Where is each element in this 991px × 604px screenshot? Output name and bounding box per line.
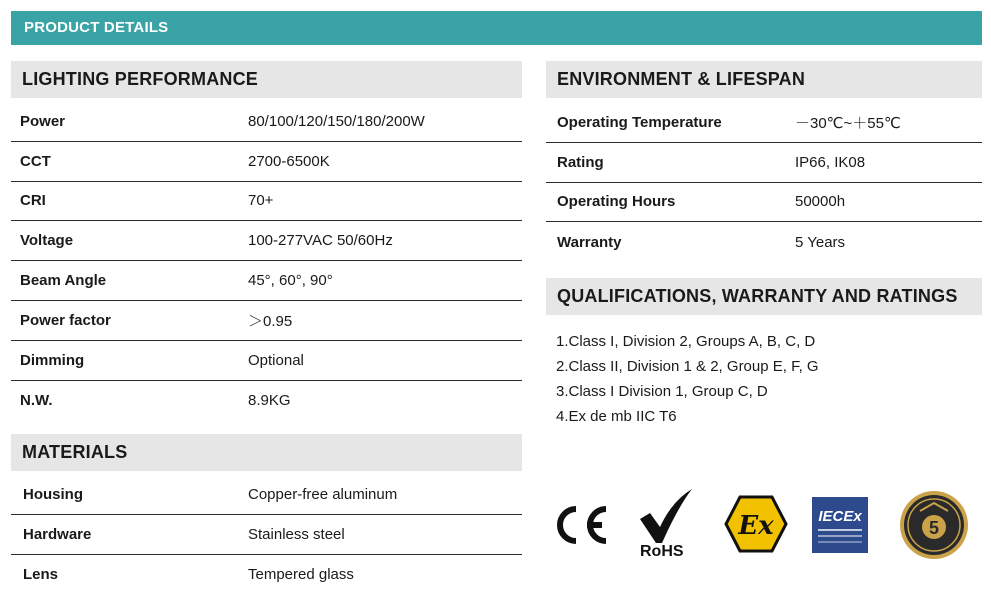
table-row bbox=[11, 142, 522, 182]
table-row bbox=[11, 475, 522, 515]
spec-value: Stainless steel bbox=[248, 526, 345, 544]
spec-value: 5 Years bbox=[795, 233, 846, 251]
table-row bbox=[11, 515, 522, 555]
table-row bbox=[11, 221, 522, 261]
table-row bbox=[546, 183, 982, 223]
spec-label: Housing bbox=[23, 486, 83, 504]
iecex-mark-text: IECEx bbox=[818, 508, 862, 525]
spec-value: 2700-6500K bbox=[248, 152, 330, 170]
spec-label: Hardware bbox=[23, 526, 92, 544]
table-row bbox=[11, 341, 522, 381]
spec-value: 70+ bbox=[248, 192, 274, 210]
table-row bbox=[11, 102, 522, 142]
qualifications-list bbox=[546, 329, 982, 429]
spec-label: CCT bbox=[20, 152, 51, 170]
materials-table bbox=[11, 475, 522, 594]
spec-value: IP66, IK08 bbox=[795, 153, 866, 171]
spec-value: ＞0.95 bbox=[248, 312, 293, 330]
certification-logos bbox=[546, 485, 982, 565]
spec-value: 8.9KG bbox=[248, 391, 291, 409]
spec-label: Rating bbox=[557, 153, 604, 171]
table-row bbox=[11, 182, 522, 222]
list-item: 3.Class I Division 1, Group C, D bbox=[556, 383, 768, 401]
spec-value: Tempered glass bbox=[248, 566, 354, 584]
spec-value: Copper-free aluminum bbox=[248, 486, 398, 504]
left-column bbox=[11, 61, 522, 595]
table-row bbox=[11, 555, 522, 595]
ce-mark-icon bbox=[550, 503, 610, 552]
table-row bbox=[11, 381, 522, 421]
spec-value: Optional bbox=[248, 351, 304, 369]
spec-label: CRI bbox=[20, 192, 46, 210]
list-item: 2.Class II, Division 1 & 2, Group E, F, G bbox=[556, 358, 819, 376]
spec-value: 100-277VAC 50/60Hz bbox=[248, 232, 393, 250]
environment-table bbox=[546, 103, 982, 262]
spec-value: 80/100/120/150/180/200W bbox=[248, 112, 425, 130]
table-row bbox=[546, 103, 982, 143]
spec-label: Operating Temperature bbox=[557, 113, 722, 131]
spec-label: Power factor bbox=[20, 311, 111, 329]
spec-label: Lens bbox=[23, 566, 59, 584]
table-row bbox=[546, 222, 982, 262]
qualifications-heading: QUALIFICATIONS, WARRANTY AND RATINGS bbox=[546, 278, 982, 315]
spec-label: Voltage bbox=[20, 232, 74, 250]
environment-lifespan-heading: ENVIRONMENT & LIFESPAN bbox=[546, 61, 982, 98]
list-item: 4.Ex de mb IIC T6 bbox=[556, 408, 677, 426]
lighting-performance-heading: LIGHTING PERFORMANCE bbox=[11, 61, 522, 98]
spec-label: Warranty bbox=[557, 233, 622, 251]
warranty-badge-icon bbox=[898, 489, 970, 566]
table-row bbox=[11, 261, 522, 301]
spec-label: Dimming bbox=[20, 351, 85, 369]
spec-value: 50000h bbox=[795, 193, 846, 211]
spec-label: Operating Hours bbox=[557, 193, 676, 211]
spec-label: Beam Angle bbox=[20, 272, 107, 290]
right-column bbox=[546, 61, 982, 429]
materials-heading: MATERIALS bbox=[11, 434, 522, 471]
spec-label: Power bbox=[20, 112, 66, 130]
spec-value: 45°, 60°, 90° bbox=[248, 272, 333, 290]
iecex-icon bbox=[812, 497, 868, 558]
table-row bbox=[11, 301, 522, 341]
ex-hazard-icon bbox=[724, 495, 788, 558]
spec-value: －30℃~＋55℃ bbox=[795, 114, 901, 132]
spec-label: N.W. bbox=[20, 391, 53, 409]
list-item: 1.Class I, Division 2, Groups A, B, C, D bbox=[556, 333, 816, 351]
rohs-icon bbox=[638, 489, 696, 565]
table-row bbox=[546, 143, 982, 183]
warranty-years-text: 5 bbox=[928, 518, 940, 538]
ex-mark-text: Ex bbox=[738, 511, 774, 541]
rohs-label: RoHS bbox=[640, 543, 684, 560]
lighting-performance-table bbox=[11, 102, 522, 420]
product-details-banner: PRODUCT DETAILS bbox=[11, 11, 982, 45]
